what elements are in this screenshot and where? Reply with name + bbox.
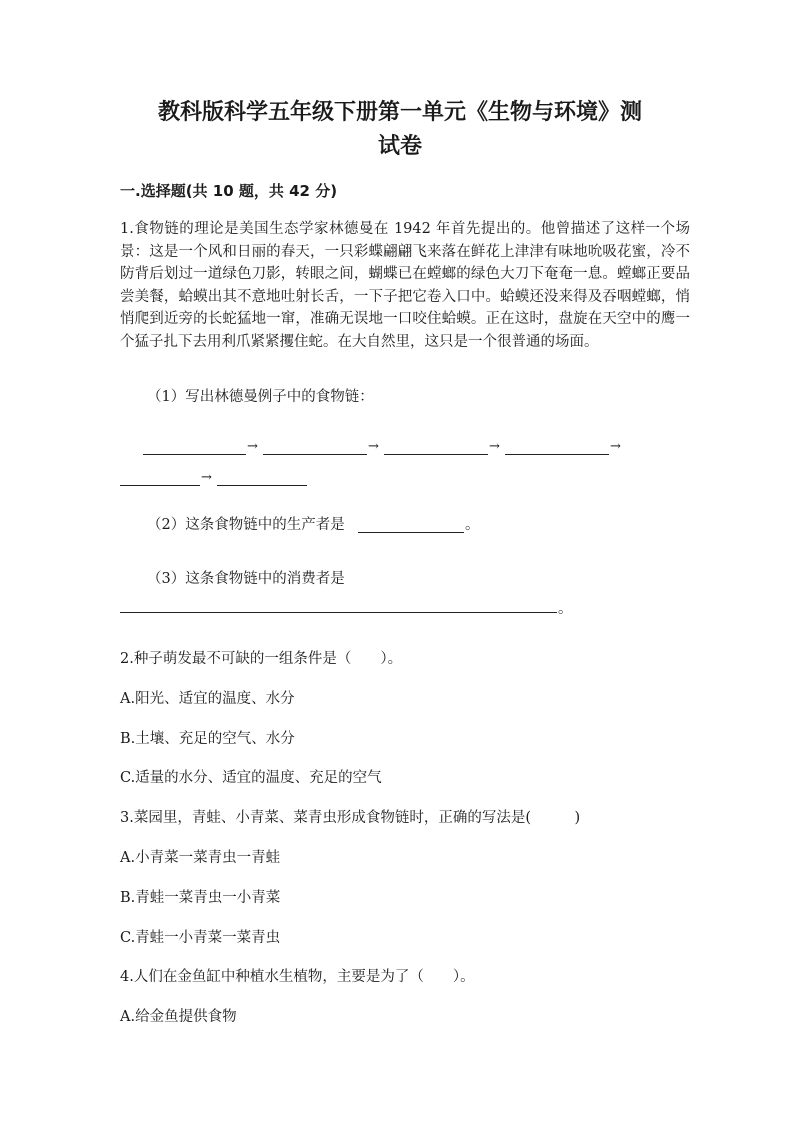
q3-option-b[interactable]: B.青蛙一菜青虫一小青菜 [120,890,281,906]
food-chain-blank-5[interactable] [120,485,200,486]
title-line-2: 试卷 [377,134,422,159]
q3-option-c[interactable]: C.青蛙一小青菜一菜青虫 [120,930,281,946]
arrow-icon: → [201,470,212,485]
q4-option-a[interactable]: A.给金鱼提供食物 [120,1009,237,1025]
q3-option-a[interactable]: A.小青菜一菜青虫一青蛙 [120,850,281,866]
exam-title [100,96,700,164]
food-chain-blank-4[interactable] [505,454,609,455]
arrow-icon: → [368,439,379,454]
arrow-icon: → [610,439,621,454]
q1-sub2-prompt: （2）这条食物链中的生产者是 [147,517,345,533]
title-line-1: 教科版科学五年级下册第一单元《生物与环境》测 [157,100,642,125]
arrow-icon: → [489,439,500,454]
food-chain-blank-1[interactable] [143,454,246,455]
q1-sub3-prompt: （3）这条食物链中的消费者是 [147,571,345,587]
question-3-stem: 3.菜园里，青蛙、小青菜、菜青虫形成食物链时，正确的写法是( ) [120,810,581,826]
section-heading: 一.选择题(共 10 题，共 42 分) [120,182,338,200]
q2-option-c[interactable]: C.适量的水分、适宜的温度、充足的空气 [120,770,382,786]
question-4-stem: 4.人们在金鱼缸中种植水生植物，主要是为了（ ）。 [120,969,475,985]
food-chain-blank-2[interactable] [263,454,367,455]
producer-blank[interactable] [358,532,464,533]
q2-option-b[interactable]: B.土壤、充足的空气、水分 [120,731,295,747]
question-2-stem: 2.种子萌发最不可缺的一组条件是（ ）。 [120,651,403,667]
consumer-blank[interactable] [120,612,557,613]
food-chain-blank-3[interactable] [384,454,488,455]
question-1-text: 1.食物链的理论是美国生态学家林德曼在 1942 年首先提出的。他曾描述了这样一个场景：这是一个风和日丽的春天，一只彩蝶翩翩飞来落在鲜花上津津有味地吮吸花蜜，冷不防背后划过一道绿色刀影，转眼之间，蝴蝶已在螳螂的绿色大刀下奄奄一息。螳螂正要品尝美餐，蛤蟆出其不意地吐射长舌，一下子把它卷入口中。蛤蟆还没来得及吞咽螳螂，悄悄爬到近旁的长蛇猛地一窜，准确无误地一口咬住蛤蟆。正在这时，盘旋在天空中的鹰一个猛子扎下去用利爪紧紧攫住蛇。在大自然里，这只是一个很普通的场面。 [120,221,690,350]
q2-option-a[interactable]: A.阳光、适宜的温度、水分 [120,691,295,707]
food-chain-blank-6[interactable] [217,485,307,486]
q1-sub3-end: 。 [558,601,573,617]
q1-sub1-prompt: （1）写出林德曼例子中的食物链： [147,389,374,405]
q1-sub2-end: 。 [465,517,480,533]
arrow-icon: → [247,439,258,454]
